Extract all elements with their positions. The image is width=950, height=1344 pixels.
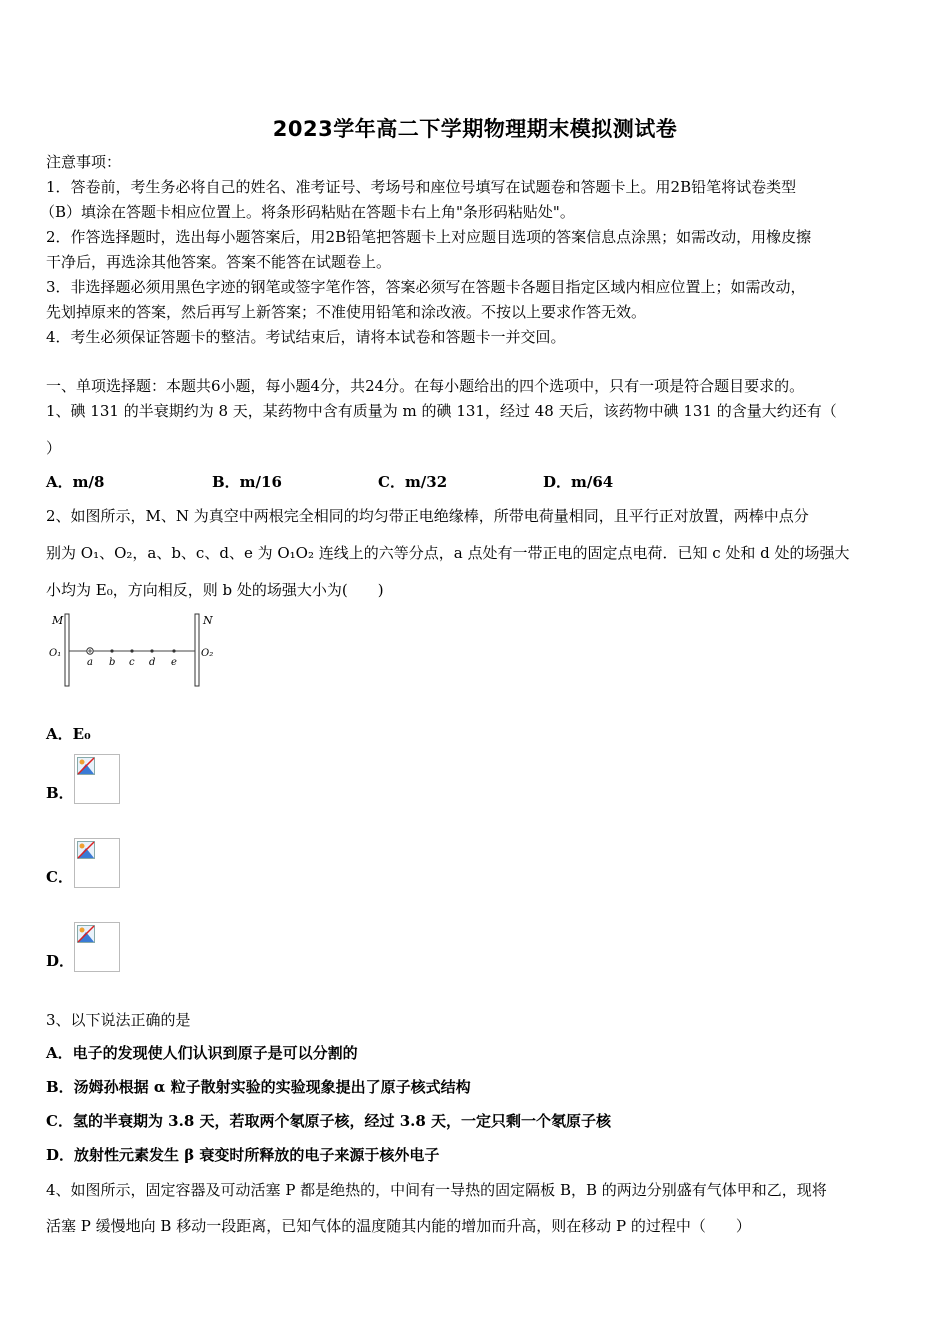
q2-option-a: A．E₀ bbox=[46, 725, 91, 743]
question-3-stem: 3、以下说法正确的是 bbox=[46, 1011, 191, 1029]
q3-option-b: B．汤姆孙根据 α 粒子散射实验的实验现象提出了原子核式结构 bbox=[46, 1078, 471, 1096]
question-2-stem: 小均为 E₀，方向相反，则 b 处的场强大小为( ) bbox=[46, 581, 384, 599]
broken-image-icon bbox=[74, 922, 120, 972]
notice-line: 4．考生必须保证答题卡的整洁。考试结束后，请将本试卷和答题卡一并交回。 bbox=[46, 328, 566, 346]
rods-figure bbox=[44, 608, 224, 688]
point-c bbox=[130, 649, 133, 652]
question-2-stem: 别为 O₁、O₂，a、b、c、d、e 为 O₁O₂ 连线上的六等分点，a 点处有一带正电的固定点电荷．已知 c 处和 d 处的场强大 bbox=[46, 544, 850, 562]
q3-option-d: D．放射性元素发生 β 衰变时所释放的电子来源于核外电子 bbox=[46, 1146, 440, 1164]
question-1-stem: 1、碘 131 的半衰期约为 8 天，某药物中含有质量为 m 的碘 131，经过 48 天后，该药物中碘 131 的含量大约还有（ bbox=[46, 402, 837, 420]
question-1-stem-end: ） bbox=[46, 439, 62, 457]
notice-heading: 注意事项： bbox=[46, 153, 122, 171]
notice-line: 1．答卷前，考生务必将自己的姓名、准考证号、考场号和座位号填写在试题卷和答题卡上。用2B铅笔将试卷类型 bbox=[46, 178, 797, 196]
label-d: d bbox=[149, 657, 156, 668]
label-c: c bbox=[129, 657, 135, 668]
page-title: 2023学年高二下学期物理期末模拟测试卷 bbox=[272, 117, 678, 141]
rod-n bbox=[195, 614, 199, 686]
q1-option-b: B．m/16 bbox=[212, 473, 282, 491]
broken-image-icon bbox=[74, 838, 120, 888]
notice-line: 干净后，再选涂其他答案。答案不能答在试题卷上。 bbox=[46, 253, 392, 271]
label-o2: O₂ bbox=[201, 648, 214, 659]
section-heading: 一、单项选择题：本题共6小题，每小题4分，共24分。在每小题给出的四个选项中，只有一项是符合题目要求的。 bbox=[46, 377, 805, 395]
q2-option-d: D． bbox=[46, 952, 75, 970]
q1-option-a: A．m/8 bbox=[46, 473, 105, 491]
q2-option-c: C． bbox=[46, 868, 73, 886]
notice-line: （B）填涂在答题卡相应位置上。将条形码粘贴在答题卡右上角"条形码粘贴处"。 bbox=[40, 203, 575, 221]
q2-option-b: B． bbox=[46, 784, 74, 802]
q3-option-a: A．电子的发现使人们认识到原子是可以分割的 bbox=[46, 1044, 358, 1062]
label-b: b bbox=[109, 657, 116, 668]
label-e: e bbox=[171, 657, 177, 668]
point-d bbox=[150, 649, 153, 652]
rod-m bbox=[65, 614, 69, 686]
notice-line: 先划掉原来的答案，然后再写上新答案；不准使用铅笔和涂改液。不按以上要求作答无效。 bbox=[46, 303, 647, 321]
label-m: M bbox=[52, 614, 64, 627]
q1-option-d: D．m/64 bbox=[543, 473, 614, 491]
question-4-stem: 活塞 P 缓慢地向 B 移动一段距离，已知气体的温度随其内能的增加而升高，则在移动 P 的过程中（ ） bbox=[46, 1217, 751, 1235]
point-b bbox=[110, 649, 113, 652]
point-e bbox=[172, 649, 175, 652]
q1-option-c: C．m/32 bbox=[378, 473, 448, 491]
label-n: N bbox=[203, 614, 213, 627]
broken-image-icon bbox=[74, 754, 120, 804]
q3-option-c: C．氢的半衰期为 3.8 天，若取两个氡原子核，经过 3.8 天，一定只剩一个氡原子核 bbox=[46, 1112, 612, 1130]
notice-line: 3．非选择题必须用黑色字迹的钢笔或签字笔作答，答案必须写在答题卡各题目指定区域内相应位置上；如需改动， bbox=[46, 278, 806, 296]
notice-line: 2．作答选择题时，选出每小题答案后，用2B铅笔把答题卡上对应题目选项的答案信息点涂黑；如需改动，用橡皮擦 bbox=[46, 228, 812, 246]
label-o1: O₁ bbox=[49, 648, 62, 659]
question-4-stem: 4、如图所示，固定容器及可动活塞 P 都是绝热的，中间有一导热的固定隔板 B，B 的两边分别盛有气体甲和乙，现将 bbox=[46, 1181, 827, 1199]
question-2-stem: 2、如图所示，M、N 为真空中两根完全相同的均匀带正电绝缘棒，所带电荷量相同，且平行正对放置，两棒中点分 bbox=[46, 507, 809, 525]
label-a: a bbox=[87, 657, 93, 668]
